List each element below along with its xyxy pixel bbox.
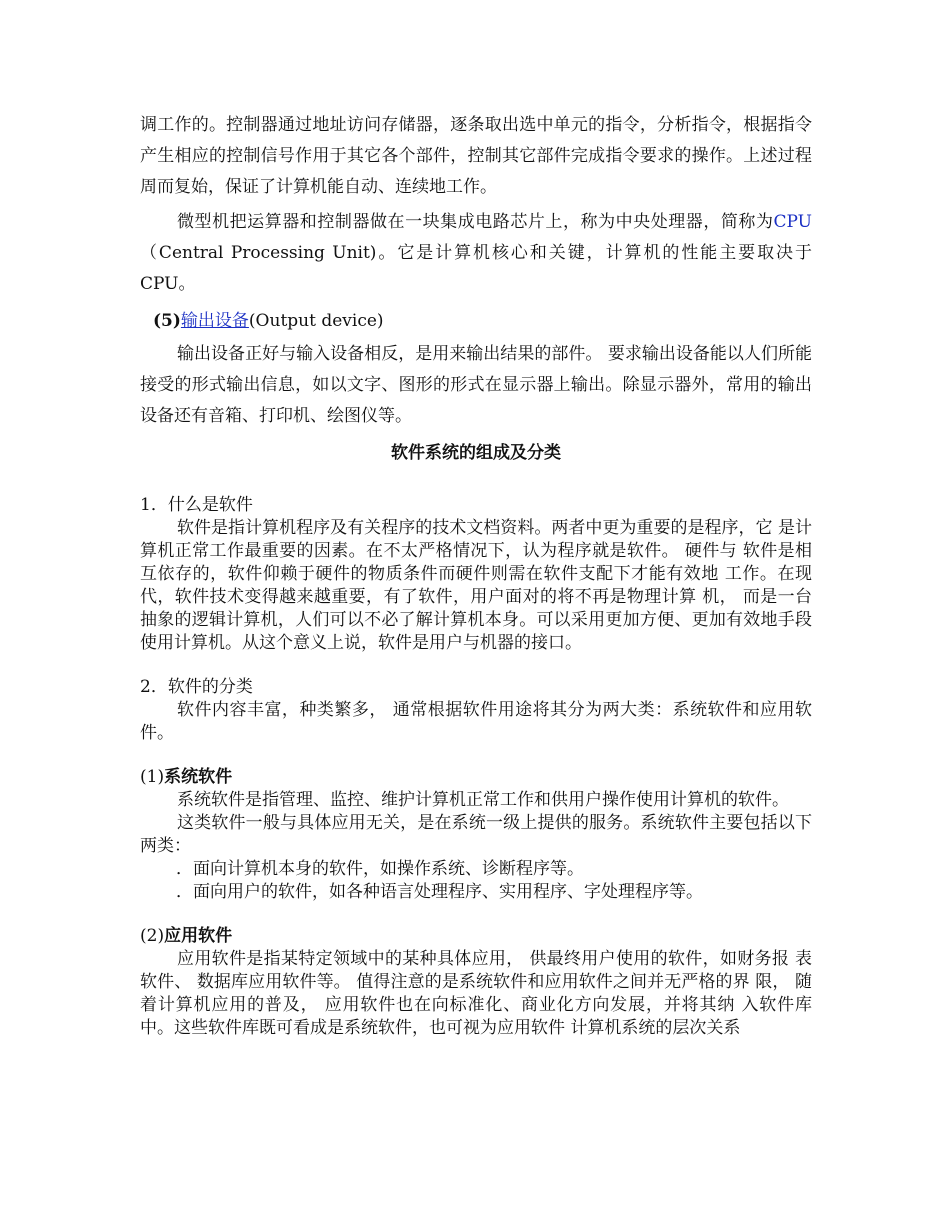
application-software-number: (2) — [140, 926, 165, 946]
spacer — [140, 745, 812, 766]
application-software-heading — [140, 925, 812, 948]
cpu-term: CPU — [773, 212, 812, 232]
what-is-software-heading: 1．什么是软件 — [140, 495, 253, 515]
classification-heading: 2．软件的分类 — [140, 677, 253, 697]
output-device-number: (5) — [153, 311, 181, 331]
cpu-text-before: 微型机把运算器和控制器做在一块集成电路芯片上，称为中央处理器，简称为 — [177, 212, 774, 232]
classification-body: 软件内容丰富，种类繁多， 通常根据软件用途将其分为两大类：系统软件和应用软件。 — [140, 700, 812, 743]
system-software-definition: 系统软件是指管理、监控、维护计算机正常工作和供用户操作使用计算机的软件。 — [177, 790, 789, 810]
list-item: ．面向用户的软件，如各种语言处理程序、实用程序、字处理程序等。 — [176, 882, 703, 902]
application-software-body: 应用软件是指某特定领域中的某种具体应用， 供最终用户使用的软件，如财务报 表软件、 数据库应用软件等。 值得注意的是系统软件和应用软件之间并无严格的界 限， 随着计算机应用的普及， 应用软件也在向标准化、商业化方向发展，并将其纳 入软件库中。这些软件库既可看成是系统软件，也可视为应用软件 计算机系统的层次关系 — [140, 949, 812, 1038]
system-software-heading — [140, 766, 812, 789]
application-software-title: 应用软件 — [164, 926, 233, 946]
paragraph-controller: 调工作的。控制器通过地址访问存储器，逐条取出选中单元的指令，分析指令，根据指令产生相应的控制信号作用于其它各个部件，控制其它部件完成指令要求的操作。上述过程周而复始，保证了计算机能自动、连续地工作。 — [140, 115, 812, 197]
list-item: ．面向计算机本身的软件，如操作系统、诊断程序等。 — [176, 859, 584, 879]
output-device-link[interactable]: 输出设备 — [180, 311, 249, 331]
cpu-text-after: （Central Processing Unit)。它是计算机核心和关键，计算机的性能主要取决于CPU。 — [140, 243, 812, 294]
system-software-title: 系统软件 — [164, 767, 233, 787]
output-device-english: (Output device) — [248, 311, 384, 331]
output-device-heading — [140, 306, 812, 337]
spacer — [140, 904, 812, 925]
paragraph-output-device: 输出设备正好与输入设备相反，是用来输出结果的部件。 要求输出设备能以人们所能接受的形式输出信息，如以文字、图形的形式在显示器上输出。除显示器外，常用的输出设备还有音箱、打印机、绘图仪等。 — [140, 344, 812, 426]
section-title: 软件系统的组成及分类 — [391, 443, 561, 463]
document-page — [140, 110, 812, 1040]
what-is-software-body: 软件是指计算机程序及有关程序的技术文档资料。两者中更为重要的是程序，它 是计算机正常工作最重要的因素。在不太严格情况下，认为程序就是软件。 硬件与 软件是相互依存的，软件仰赖于硬件的物质条件而硬件则需在软件支配下才能有效地 工作。在现代，软件技术变得越来越重要，有了软件，用户面对的将不再是物理计算 机， 而是一台抽象的逻辑计算机，人们可以不必了解计算机本身。可以采用更加方便、更加有效地手段使用计算机。从这个意义上说，软件是用户与机器的接口。 — [140, 518, 812, 653]
paragraph-cpu — [140, 207, 812, 300]
system-software-description: 这类软件一般与具体应用无关，是在系统一级上提供的服务。系统软件主要包括以下两类： — [140, 813, 812, 856]
spacer — [140, 469, 812, 490]
spacer — [140, 655, 812, 676]
system-software-number: (1) — [140, 767, 165, 787]
